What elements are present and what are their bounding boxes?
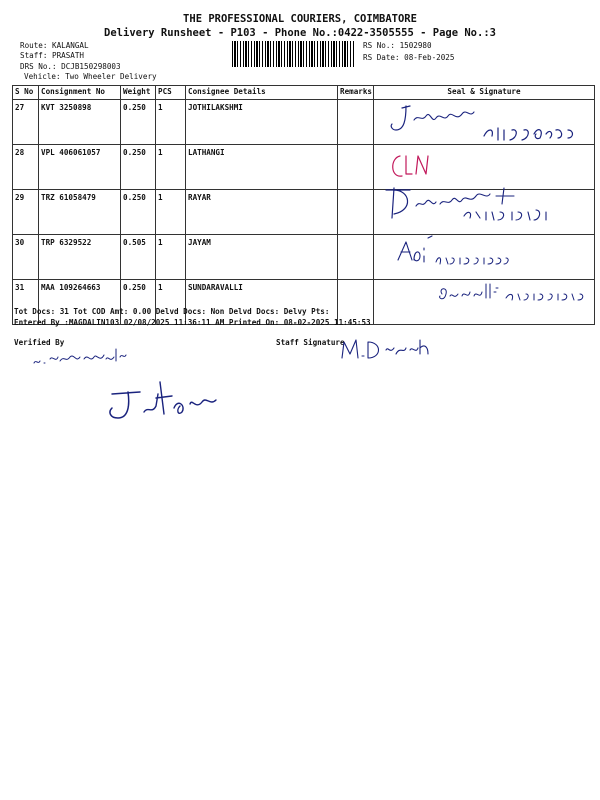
cell-pcs: 1 — [156, 100, 186, 145]
header-remarks: Remarks — [338, 86, 374, 100]
signature-row-29 — [380, 180, 580, 224]
header-signature: Seal & Signature — [374, 86, 595, 100]
cell-consignment: TRP 6329522 — [39, 235, 121, 280]
cell-consignee: RAYAR — [186, 190, 338, 235]
rs-number: RS No.: 1502980 — [363, 41, 432, 50]
verified-by-signature — [30, 345, 130, 371]
cell-weight: 0.250 — [121, 100, 156, 145]
cell-sno: 27 — [13, 100, 39, 145]
header-sno: S No — [13, 86, 39, 100]
staff-label: Staff: PRASATH — [20, 51, 85, 60]
header-consignment: Consignment No — [39, 86, 121, 100]
header-weight: Weight — [121, 86, 156, 100]
rs-date: RS Date: 08-Feb-2025 — [363, 53, 455, 62]
staff-signature-drawing — [338, 334, 448, 362]
header-consignee: Consignee Details — [186, 86, 338, 100]
cell-remarks — [338, 190, 374, 235]
cell-consignment: VPL 406061057 — [39, 145, 121, 190]
cell-remarks — [338, 235, 374, 280]
signature-row-27 — [384, 100, 584, 144]
cell-sno: 31 — [13, 280, 39, 325]
cell-sno: 29 — [13, 190, 39, 235]
cell-weight: 0.250 — [121, 280, 156, 325]
cell-remarks — [338, 145, 374, 190]
cell-pcs: 1 — [156, 235, 186, 280]
cell-consignee: JAYAM — [186, 235, 338, 280]
cell-consignment: MAA 109264663 — [39, 280, 121, 325]
drs-number: DRS No.: DCJB150298003 — [20, 62, 121, 71]
large-signature — [98, 376, 238, 428]
staff-signature-label: Staff Signature — [276, 338, 345, 347]
barcode-image — [232, 41, 354, 67]
cell-remarks — [338, 100, 374, 145]
cell-consignment: KVT 3250898 — [39, 100, 121, 145]
signature-row-28 — [386, 150, 446, 184]
verified-by-label: Verified By — [14, 338, 65, 347]
cell-consignee: LATHANGI — [186, 145, 338, 190]
route-label: Route: KALANGAL — [20, 41, 89, 50]
signature-row-30 — [392, 232, 532, 270]
cell-consignee: JOTHILAKSHMI — [186, 100, 338, 145]
entered-by-line: Entered By :MAGDALIN103 02/08/2025 11:36:11 AM Printed On: 08-02-2025 11:45:53 — [14, 318, 371, 327]
signature-row-31 — [436, 280, 596, 310]
cell-consignment: TRZ 61058479 — [39, 190, 121, 235]
vehicle-label: Vehicle: Two Wheeler Delivery — [24, 72, 157, 81]
header-pcs: PCS — [156, 86, 186, 100]
table-header-row — [13, 86, 595, 100]
totals-line: Tot Docs: 31 Tot COD Amt: 0.00 Delvd Docs: Non Delvd Docs: Delvy Pts: — [14, 307, 330, 316]
cell-pcs: 1 — [156, 280, 186, 325]
cell-weight: 0.505 — [121, 235, 156, 280]
runsheet-subtitle: Delivery Runsheet - P103 - Phone No.:0422-3505555 - Page No.:3 — [104, 27, 496, 39]
company-title: THE PROFESSIONAL COURIERS, COIMBATORE — [183, 13, 417, 25]
cell-sno: 30 — [13, 235, 39, 280]
cell-weight: 0.250 — [121, 145, 156, 190]
cell-pcs: 1 — [156, 190, 186, 235]
cell-weight: 0.250 — [121, 190, 156, 235]
cell-sno: 28 — [13, 145, 39, 190]
cell-pcs: 1 — [156, 145, 186, 190]
cell-consignee: SUNDARAVALLI — [186, 280, 338, 325]
